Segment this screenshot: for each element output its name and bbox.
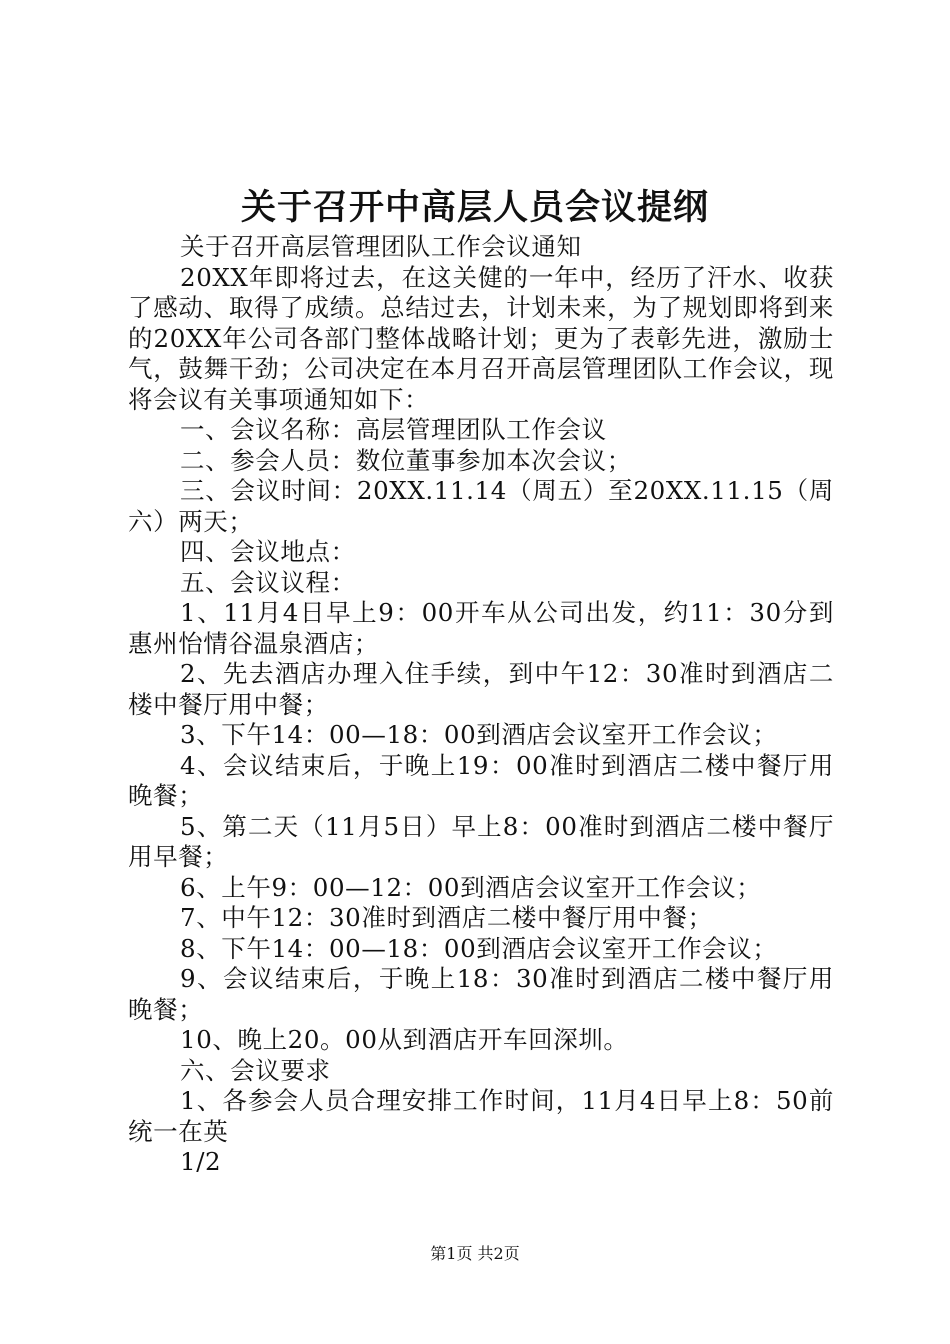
agenda-item: 7、中午12：30准时到酒店二楼中餐厅用中餐； <box>180 903 713 932</box>
agenda-item: 1、11月4日早上9：00开车从公司出发，约11：30分到惠州怡情谷温泉酒店； <box>128 598 834 658</box>
attendees-item: 二、参会人员：数位董事参加本次会议； <box>180 445 632 475</box>
page-fraction-text: 1/2 <box>180 1147 222 1176</box>
intro-paragraph: 20XX年即将过去，在这关健的一年中，经历了汗水、收获了感动、取得了成绩。总结过去，计划未来，为了规划即将到来的20XX年公司各部门整体战略计划；更为了表彰先进，激励士气，鼓舞干劲；公司决定在本月召开高层管理团队工作会议，现将会议有关事项通知如下： <box>128 262 834 414</box>
agenda-heading: 五、会议议程： <box>180 567 356 597</box>
agenda-item: 5、第二天（11月5日）早上8：00准时到酒店二楼中餐厅用早餐； <box>128 811 834 871</box>
document-body <box>128 232 834 1178</box>
page-footer: 第1页 共2页 <box>430 1244 520 1263</box>
agenda-item: 9、会议结束后，于晚上18：30准时到酒店二楼中餐厅用晚餐； <box>128 964 834 1024</box>
requirement-item: 1、各参会人员合理安排工作时间，11月4日早上8：50前统一在英 <box>128 1086 834 1146</box>
agenda-item: 10、晚上20。00从到酒店开车回深圳。 <box>180 1025 629 1054</box>
meeting-location-item: 四、会议地点： <box>180 537 356 566</box>
agenda-item: 2、先去酒店办理入住手续，到中午12：30准时到酒店二楼中餐厅用中餐； <box>128 659 834 719</box>
agenda-item: 3、下午14：00—18：00到酒店会议室开工作会议； <box>180 720 778 749</box>
document-title: 关于召开中高层人员会议提纲 <box>240 187 709 228</box>
agenda-item: 6、上午9：00—12：00到酒店会议室开工作会议； <box>180 872 762 902</box>
agenda-item: 4、会议结束后，于晚上19：00准时到酒店二楼中餐厅用晚餐； <box>128 750 834 810</box>
requirements-heading: 六、会议要求 <box>180 1055 331 1085</box>
meeting-time-item: 三、会议时间：20XX.11.14（周五）至20XX.11.15（周六）两天； <box>128 476 834 536</box>
notice-heading: 关于召开高层管理团队工作会议通知 <box>180 232 582 261</box>
meeting-name-item: 一、会议名称：高层管理团队工作会议 <box>180 415 607 444</box>
agenda-item: 8、下午14：00—18：00到酒店会议室开工作会议； <box>180 933 778 963</box>
